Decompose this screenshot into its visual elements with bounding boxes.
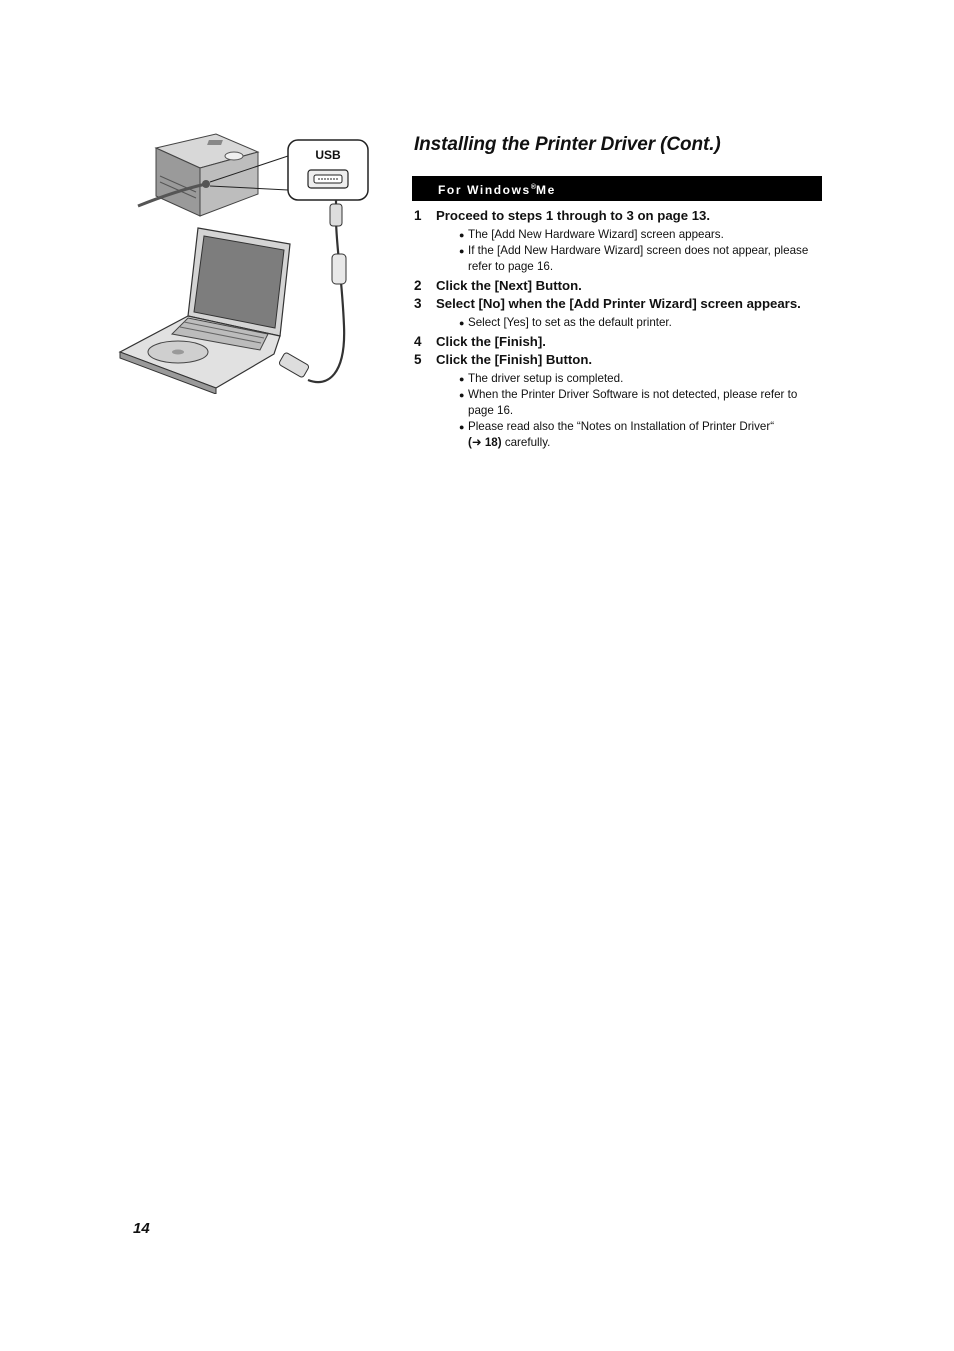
usb-connection-illustration — [118, 126, 380, 394]
step-1 — [413, 207, 825, 275]
bullet-icon: ● — [459, 422, 465, 432]
arrow-right-icon: ➜ — [471, 436, 482, 449]
step-text: Click the [Finish]. — [436, 334, 546, 349]
ref-open: ( — [468, 436, 472, 449]
note-text: If the [Add New Hardware Wizard] screen does not appear, please refer to page 16. — [468, 244, 809, 273]
printer-illustration — [138, 134, 258, 216]
note-item — [459, 387, 825, 419]
step-number: 1 — [414, 208, 422, 223]
step-4 — [413, 333, 825, 351]
bullet-icon: ● — [459, 318, 465, 328]
section-title: Installing the Printer Driver (Cont.) — [414, 134, 721, 155]
ref-tail: carefully. — [501, 436, 551, 449]
note-text: When the Printer Driver Software is not detected, please refer to page 16. — [468, 388, 798, 417]
step-3 — [413, 295, 825, 331]
bullet-icon: ● — [459, 246, 465, 256]
note-item — [459, 227, 825, 243]
step-number: 4 — [414, 334, 422, 349]
note-text: Select [Yes] to set as the default printer. — [468, 316, 672, 329]
step-notes — [459, 227, 825, 275]
usb-cable — [308, 200, 344, 382]
note-text: Please read also the “Notes on Installation of Printer Driver“ — [468, 420, 775, 433]
note-text: The [Add New Hardware Wizard] screen appears. — [468, 228, 724, 241]
note-item — [459, 315, 825, 331]
banner-text: For Windows — [438, 183, 531, 197]
registered-mark: ® — [530, 184, 536, 191]
step-text: Proceed to steps 1 through to 3 on page 13. — [436, 208, 711, 223]
step-text: Click the [Finish] Button. — [436, 352, 593, 367]
step-notes — [459, 371, 825, 451]
step-number: 2 — [414, 278, 422, 293]
bullet-icon: ● — [459, 390, 465, 400]
bullet-icon: ● — [459, 374, 465, 384]
note-item — [459, 419, 825, 451]
step-number: 5 — [414, 352, 422, 367]
note-item — [459, 371, 825, 387]
os-banner — [412, 176, 822, 201]
steps-list — [413, 207, 825, 453]
step-text: Click the [Next] Button. — [436, 278, 582, 293]
note-item — [459, 243, 825, 275]
step-text: Select [No] when the [Add Printer Wizard] screen appears. — [436, 296, 801, 311]
usb-label: USB — [315, 148, 341, 162]
banner-suffix: Me — [536, 183, 556, 197]
page-reference — [468, 436, 502, 449]
step-2 — [413, 277, 825, 295]
step-5 — [413, 351, 825, 451]
bullet-icon: ● — [459, 230, 465, 240]
note-text: The driver setup is completed. — [468, 372, 624, 385]
page-number: 14 — [133, 1220, 150, 1237]
step-notes — [459, 315, 825, 331]
ref-page: 18) — [484, 436, 502, 449]
laptop-illustration — [120, 228, 310, 394]
step-number: 3 — [414, 296, 422, 311]
